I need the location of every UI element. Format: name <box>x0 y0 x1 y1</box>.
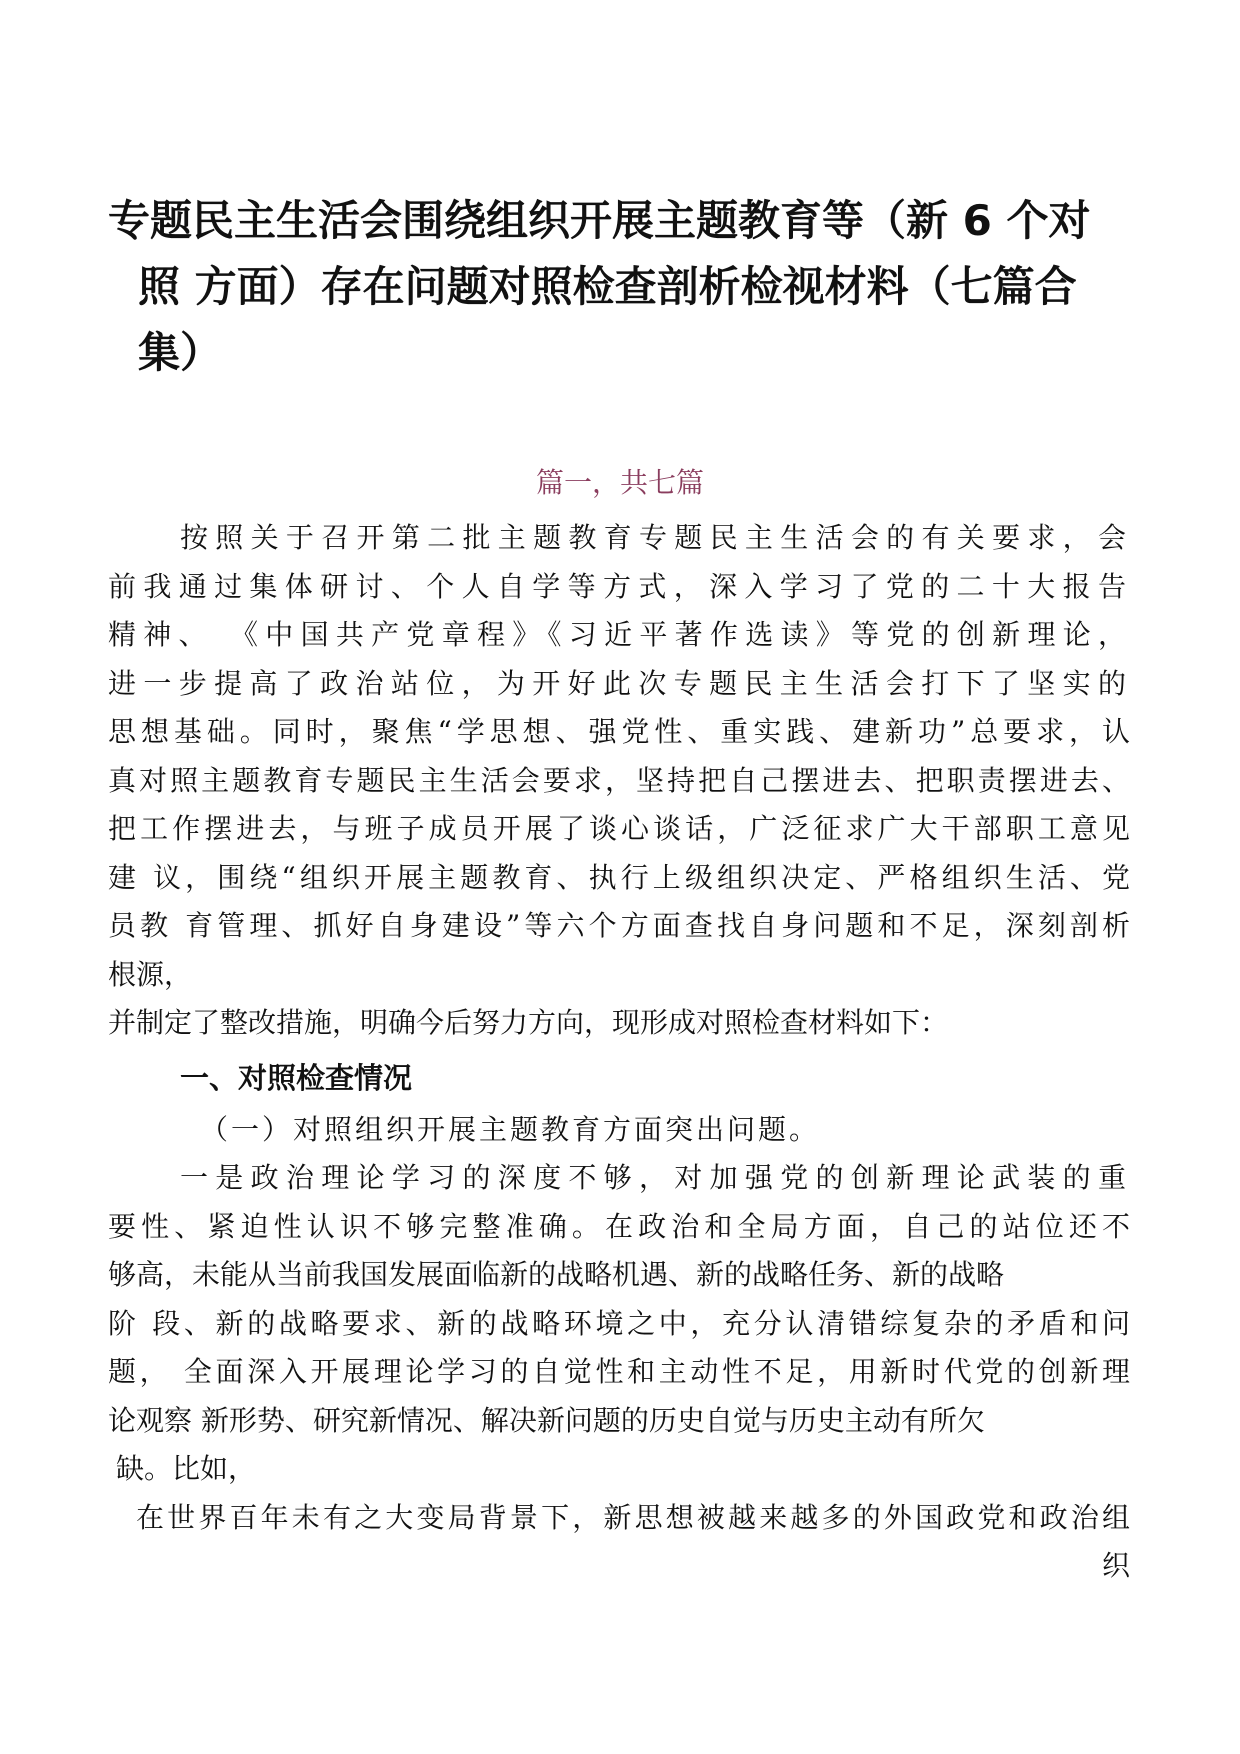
title-line: 专题民主生活会围绕组织开展主题教育等（新 6 个对 <box>108 196 1091 245</box>
intro-line: 前我通过集体研讨、个人自学等方式，深入学习了党的二十大报告 <box>108 569 1130 603</box>
paragraph-line: 题， 全面深入开展理论学习的自觉性和主动性不足，用新时代党的创新理 <box>108 1355 1130 1388</box>
document-title <box>108 188 1118 386</box>
paragraph-line: 阶 段、新的战略要求、新的战略环境之中，充分认清错综复杂的矛盾和问 <box>108 1306 1130 1340</box>
intro-line: 思想基础。同时，聚焦“学思想、强党性、重实践、建新功”总要求，认 <box>108 715 1130 748</box>
paragraph-line: 在世界百年未有之大变局背景下，新思想被越来越多的外国政党和政治组 <box>136 1500 1130 1534</box>
title-line: 照 方面）存在问题对照检查剖析检视材料（七篇合 <box>138 262 1077 311</box>
paragraph-line: 要性、紧迫性认识不够完整准确。在政治和全局方面，自己的站位还不 <box>108 1209 1130 1243</box>
paragraph-line: 一是政治理论学习的深度不够，对加强党的创新理论武装的重 <box>180 1161 1130 1194</box>
intro-line: 建 议，围绕“组织开展主题教育、执行上级组织决定、严格组织生活、党 <box>108 860 1130 894</box>
paragraph-line: 织 <box>1101 1549 1130 1582</box>
intro-line: 进一步提高了政治站位，为开好此次专题民主生活会打下了坚实的 <box>108 666 1130 700</box>
section-heading: 一、对照检查情况 <box>180 1060 413 1095</box>
paragraph-line: 缺。比如， <box>116 1452 257 1485</box>
sub-heading: （一）对照组织开展主题教育方面突出问题。 <box>200 1112 821 1146</box>
intro-line: 根源， <box>108 957 193 991</box>
intro-line: 按照关于召开第二批主题教育专题民主生活会的有关要求，会 <box>180 521 1130 554</box>
document-body <box>108 514 1130 1591</box>
intro-line: 真对照主题教育专题民主生活会要求，坚持把自己摆进去、把职责摆进去、 <box>108 763 1130 797</box>
title-line: 集） <box>138 328 223 377</box>
paragraph-line: 论观察 新形势、研究新情况、解决新问题的历史自觉与历史主动有所欠 <box>108 1403 985 1437</box>
intro-line: 精神、 《中国共产党章程》《习近平著作选读》等党的创新理论， <box>108 618 1130 651</box>
document-subtitle: 篇一，共七篇 <box>535 466 704 499</box>
intro-line: 并制定了整改措施，明确今后努力方向，现形成对照检查材料如下： <box>108 1006 949 1039</box>
paragraph-line: 够高，未能从当前我国发展面临新的战略机遇、新的战略任务、新的战略 <box>108 1258 1005 1291</box>
intro-line: 把工作摆进去，与班子成员开展了谈心谈话，广泛征求广大干部职工意见 <box>108 812 1130 845</box>
intro-line: 员教 育管理、抓好自身建设”等六个方面查找自身问题和不足，深刻剖析 <box>108 909 1130 942</box>
